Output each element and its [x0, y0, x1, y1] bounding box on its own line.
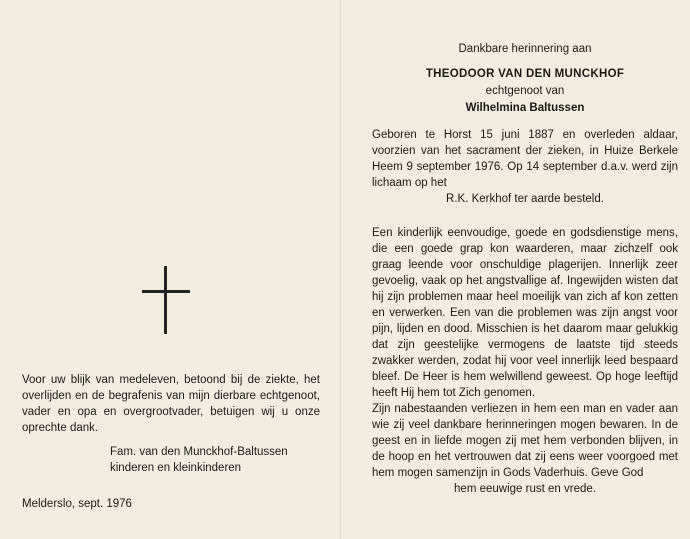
birth-death-text: Geboren te Horst 15 juni 1887 en overleden aldaar, voorzien van het sacrament der zieken, in Huize Berkele Heem 9 september 1976. Op 14 september d.a.v. werd zijn lichaam op het: [372, 129, 678, 189]
spouse-label: echtgenoot van: [485, 85, 565, 97]
card-fold-line: [340, 0, 341, 539]
signature-block: [110, 444, 288, 476]
signature-children: kinderen en kleinkinderen: [110, 462, 242, 474]
biography-paragraph-2: Zijn nabestaanden verliezen in hem een man en vader aan wie zij veel dankbare herinneringen mogen bewaren. In de geest en in liefde mogen zij met hem verbonden blijven, in de hoop en het vertrouwen dat zij eens weer voorgoed met hem mogen samenzijn in Gods Vaderhuis. Geve God: [372, 403, 678, 479]
biography-paragraph-1: Een kinderlijk eenvoudige, goede en godsdienstige mens, die een goede grap kon waarderen, maar zichzelf ook graag leende voor onschuldige plagerijen. Innerlijk zeer gevoelig, vaak op het angstvallige af. Ingewijden wisten dat hij zijn problemen maar heel moeilijk van zich af kon zetten en verwerken. Een van die problemen was zijn angst voor pijn, lijden en dood. Misschien is het daarom maar gelukkig dat zijn geestelijke vermogens de laatste tijd steeds zwakker werden, zodat hij voor veel innerlijk leed bespaard bleef. De Heer is hem welwillend geweest. Op hoge leeftijd heeft Hij hem tot Zich genomen.: [372, 227, 678, 399]
place-date: Melderslo, sept. 1976: [22, 498, 132, 510]
spouse-name: Wilhelmina Baltussen: [465, 102, 585, 114]
biography-text: [372, 225, 678, 497]
birth-death-info: [372, 127, 678, 207]
cross-icon: [142, 266, 190, 334]
signature-family: Fam. van den Munckhof-Baltussen: [110, 446, 288, 458]
memorial-text-column: [372, 42, 678, 497]
biography-closing-line: hem eeuwige rust en vrede.: [454, 483, 596, 495]
burial-line: R.K. Kerkhof ter aarde besteld.: [446, 193, 604, 205]
memorial-heading: Dankbare herinnering aan: [458, 43, 592, 55]
thanks-paragraph: Voor uw blijk van medeleven, betoond bij de ziekte, het overlijden en de begrafenis van mijn dierbare echtgenoot, vader en opa en overgrootvader, betuigen wij u onze oprechte dank.: [22, 374, 320, 434]
deceased-name: THEODOOR VAN DEN MUNCKHOF: [425, 68, 625, 80]
thanks-text: [22, 372, 320, 436]
